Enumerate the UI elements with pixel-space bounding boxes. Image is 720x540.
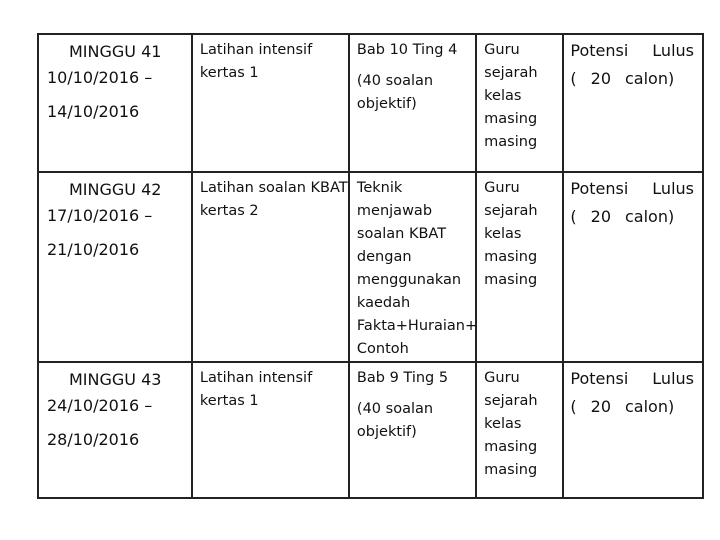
week-label: MINGGU 43	[69, 370, 162, 389]
schedule-body	[38, 34, 703, 498]
target-word: Potensi	[570, 41, 629, 60]
week-label: MINGGU 42	[69, 180, 162, 199]
topic-line: Teknik	[356, 180, 403, 196]
teacher-line: kelas	[484, 416, 522, 432]
target-word: Potensi	[570, 369, 629, 388]
date-end: 21/10/2016	[47, 240, 140, 259]
topic-line: menggunakan	[356, 272, 462, 288]
week-cell	[38, 34, 192, 172]
target-word: Lulus	[652, 41, 694, 60]
target-cell	[563, 34, 703, 172]
teacher-line: kelas	[484, 88, 522, 104]
topic-line: dengan	[356, 249, 412, 265]
topic-line: (40 soalan	[356, 401, 434, 417]
activity-line: Latihan intensif	[199, 370, 313, 386]
teacher-line: sejarah	[484, 393, 538, 409]
week-cell	[38, 362, 192, 498]
topic-cell	[349, 362, 476, 498]
target-unit: calon)	[625, 397, 675, 416]
date-end: 14/10/2016	[47, 102, 140, 121]
target-paren: (	[570, 397, 577, 416]
activity-cell	[192, 34, 349, 172]
week-cell	[38, 172, 192, 362]
table-row	[38, 34, 703, 172]
target-paren: (	[570, 69, 577, 88]
teacher-line: kelas	[484, 226, 522, 242]
teacher-line: masing	[484, 462, 538, 478]
target-count: 20	[590, 69, 611, 88]
topic-line: menjawab	[356, 203, 433, 219]
teacher-line: masing	[484, 111, 538, 127]
date-start: 17/10/2016 –	[47, 206, 153, 225]
teacher-line: sejarah	[484, 65, 538, 81]
activity-cell	[192, 172, 349, 362]
topic-line: objektif)	[356, 424, 417, 440]
teacher-cell	[476, 362, 563, 498]
date-start: 24/10/2016 –	[47, 396, 153, 415]
teacher-line: masing	[484, 134, 538, 150]
table-row	[38, 362, 703, 498]
activity-line: kertas 1	[199, 65, 259, 81]
target-unit: calon)	[625, 69, 675, 88]
teacher-line: masing	[484, 249, 538, 265]
target-cell	[563, 362, 703, 498]
target-count: 20	[590, 397, 611, 416]
topic-cell	[349, 172, 476, 362]
target-word: Lulus	[652, 179, 694, 198]
topic-line: Bab 9 Ting 5	[356, 370, 449, 386]
teacher-line: Guru	[484, 370, 520, 386]
activity-line: Latihan soalan KBAT	[199, 180, 348, 196]
schedule-table	[37, 33, 704, 499]
topic-line: soalan KBAT	[356, 226, 447, 242]
teacher-cell	[476, 172, 563, 362]
activity-line: Latihan intensif	[199, 42, 313, 58]
topic-line: Fakta+Huraian+	[356, 318, 478, 334]
table-row	[38, 172, 703, 362]
target-word: Lulus	[652, 369, 694, 388]
teacher-line: Guru	[484, 180, 520, 196]
date-end: 28/10/2016	[47, 430, 140, 449]
target-count: 20	[590, 207, 611, 226]
topic-line: objektif)	[356, 96, 417, 112]
week-label: MINGGU 41	[69, 42, 162, 61]
activity-line: kertas 1	[199, 393, 259, 409]
teacher-line: masing	[484, 439, 538, 455]
target-paren: (	[570, 207, 577, 226]
topic-line: Contoh	[356, 341, 409, 357]
date-start: 10/10/2016 –	[47, 68, 153, 87]
topic-cell	[349, 34, 476, 172]
teacher-line: masing	[484, 272, 538, 288]
activity-cell	[192, 362, 349, 498]
topic-line: (40 soalan	[356, 73, 434, 89]
target-unit: calon)	[625, 207, 675, 226]
teacher-line: Guru	[484, 42, 520, 58]
teacher-cell	[476, 34, 563, 172]
teacher-line: sejarah	[484, 203, 538, 219]
activity-line: kertas 2	[199, 203, 259, 219]
target-word: Potensi	[570, 179, 629, 198]
topic-line: kaedah	[356, 295, 411, 311]
topic-line: Bab 10 Ting 4	[356, 42, 458, 58]
target-cell	[563, 172, 703, 362]
